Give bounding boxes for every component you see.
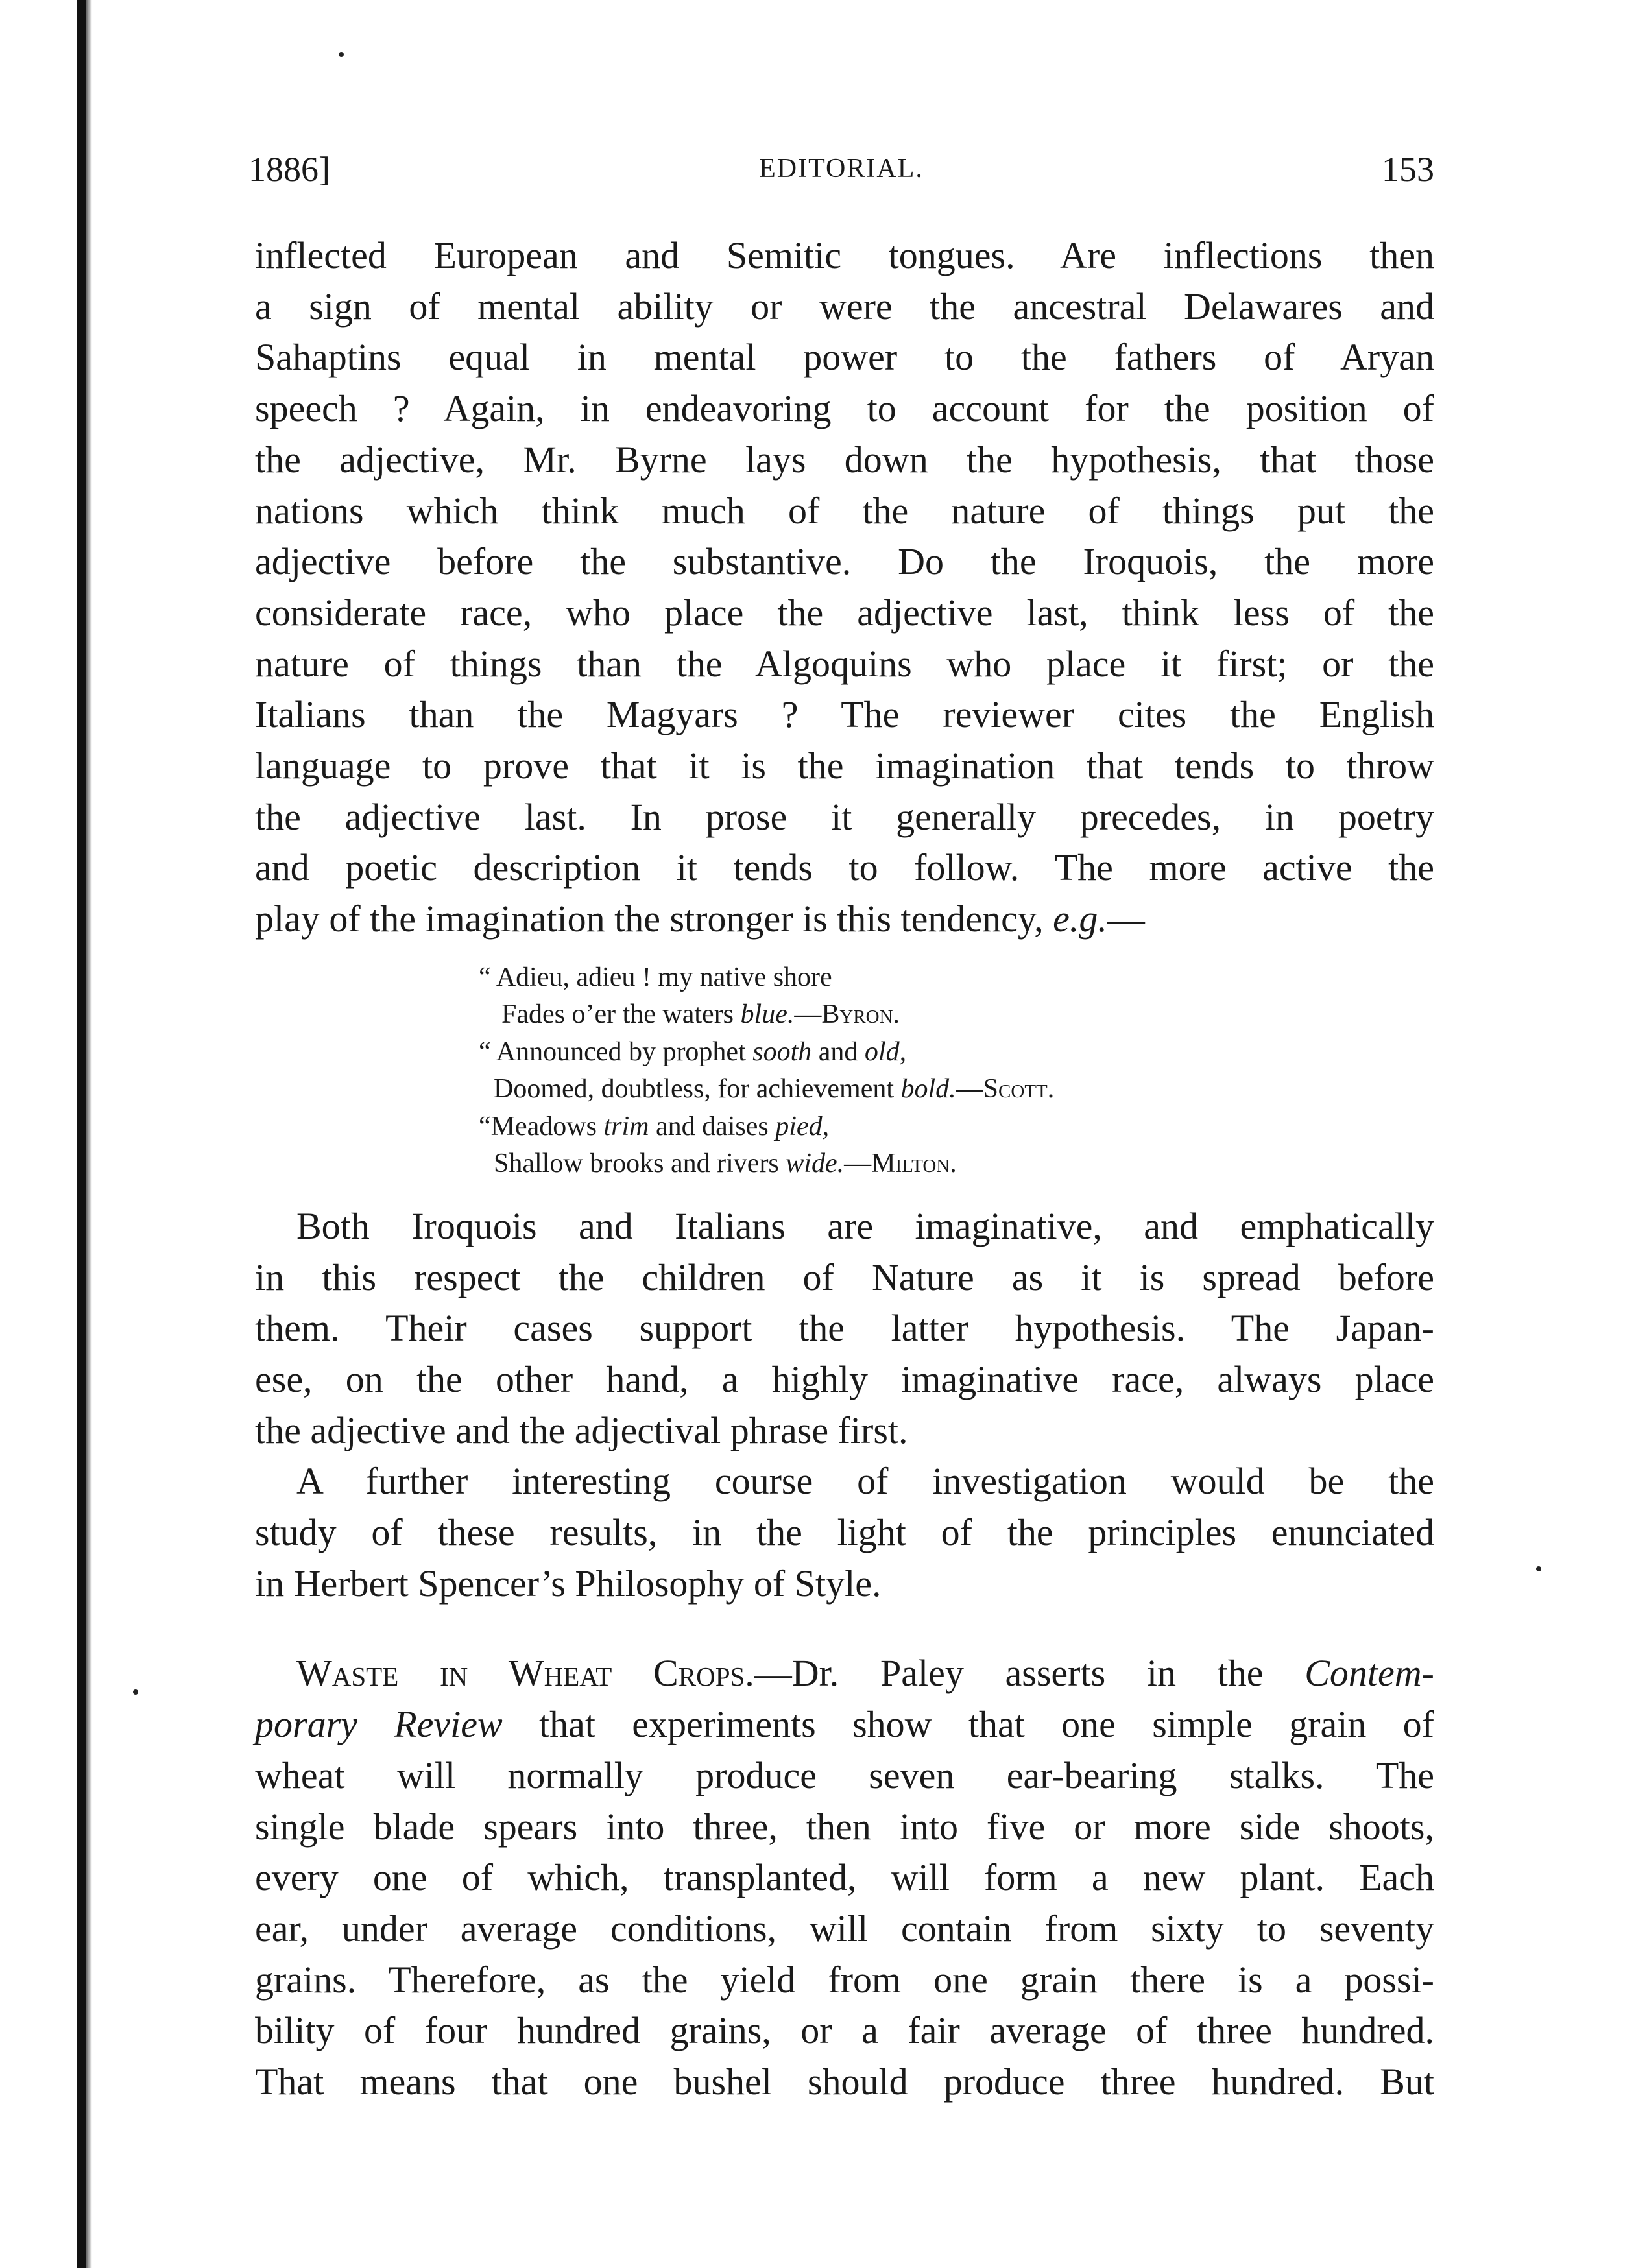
text-run: — (1107, 898, 1145, 940)
section-heading: Waste in Wheat Crops. (296, 1652, 754, 1695)
italic-word: blue. (740, 999, 795, 1030)
quote-scott-line-1 (255, 1034, 1434, 1071)
section-gap (255, 1609, 1434, 1648)
text-line: Both Iroquois and Italians are imaginative, and emphatically (296, 1204, 1434, 1247)
text-run: —Dr. Paley asserts in the (754, 1652, 1305, 1695)
text-run: Shallow brooks and rivers (494, 1149, 786, 1179)
text-line: in this respect the children of Nature as it is spread before (255, 1256, 1434, 1298)
text-run: Fades o’er the waters (501, 999, 741, 1030)
text-run: “ Announced by prophet (479, 1036, 753, 1067)
text-line: Italians than the Magyars ? The reviewer cites the English (255, 693, 1434, 736)
author-scott: Scott. (983, 1074, 1055, 1104)
article-text (255, 230, 1434, 2108)
text-run: — (844, 1149, 872, 1179)
text-line: ear, under average conditions, will contain from sixty to seventy (255, 1907, 1434, 1950)
print-speck (339, 52, 344, 57)
text-run: “Meadows (479, 1111, 604, 1141)
quote-milton-line-2 (255, 1145, 1434, 1183)
text-line: wheat will normally produce seven ear-bearing stalks. The (255, 1754, 1434, 1796)
paragraph-waste-in-wheat-crops (255, 1648, 1434, 2107)
quote-milton-line-1 (255, 1108, 1434, 1146)
paragraph-further-investigation (255, 1456, 1434, 1609)
text-line: Sahaptins equal in mental power to the fathers of Aryan (255, 336, 1434, 379)
text-line: ese, on the other hand, a highly imaginative race, always place (255, 1357, 1434, 1400)
text-line: a sign of mental ability or were the ancestral Delawares and (255, 285, 1434, 328)
text-line: and poetic description it tends to follow. The more active the (255, 846, 1434, 889)
paragraph-iroquois-italians (255, 1201, 1434, 1457)
text-line: the adjective and the adjectival phrase first. (255, 1409, 908, 1451)
text-line: inflected European and Semitic tongues. Are inflections then (255, 234, 1434, 276)
page-number: 153 (1382, 150, 1434, 189)
text-run: that experiments show that one simple grain of (502, 1703, 1435, 1746)
text-line (255, 1699, 1434, 1750)
italic-word: trim (603, 1111, 649, 1141)
text-line: bility of four hundred grains, or a fair average of three hundred. (255, 2009, 1434, 2052)
text-line: speech ? Again, in endeavoring to account for the position of (255, 387, 1434, 430)
italic-journal-title: porary Review (255, 1703, 503, 1746)
text-line: nations which think much of the nature of things put the (255, 489, 1434, 532)
text-line: adjective before the substantive. Do the Iroquois, the more (255, 540, 1434, 583)
text-run: and (811, 1036, 865, 1067)
text-line: study of these results, in the light of the principles enunciated (255, 1511, 1434, 1554)
author-milton: Milton. (871, 1149, 957, 1179)
quote-byron-line-1: “ Adieu, adieu ! my native shore (479, 962, 832, 992)
italic-word: wide. (786, 1149, 845, 1179)
page-binding-edge (77, 0, 86, 2268)
italic-word: old, (864, 1036, 907, 1067)
text-line: That means that one bushel should produce three hundred. But (255, 2060, 1434, 2103)
print-speck (133, 1689, 138, 1695)
text-line: them. Their cases support the latter hypothesis. The Japan- (255, 1307, 1434, 1350)
text-line: considerate race, who place the adjective last, think less of the (255, 591, 1434, 634)
paragraph-adjective-position (255, 230, 1434, 945)
running-head (248, 149, 1434, 201)
text-run: — (956, 1074, 983, 1104)
italic-word: sooth (752, 1036, 812, 1067)
italic-word: bold. (900, 1074, 956, 1104)
header-year: 1886] (248, 150, 330, 189)
text-run: Doomed, doubtless, for achievement (494, 1074, 901, 1104)
text-line (255, 1648, 1434, 1699)
page-binding-shadow (86, 0, 92, 2268)
text-line: the adjective last. In prose it generally precedes, in poetry (255, 795, 1434, 838)
italic-word: pied, (775, 1111, 830, 1141)
text-line: language to prove that it is the imagination that tends to throw (255, 745, 1434, 787)
text-run: and daises (649, 1111, 776, 1141)
text-line: every one of which, transplanted, will form a new plant. Each (255, 1856, 1434, 1899)
text-line: single blade spears into three, then into five or more side shoots, (255, 1805, 1434, 1848)
text-line: in Herbert Spencer’s Philosophy of Style. (255, 1562, 882, 1605)
text-line (255, 894, 1434, 945)
quote-byron-line-2 (255, 996, 1434, 1034)
text-line: A further interesting course of investigation would be the (296, 1460, 1434, 1503)
text-line: grains. Therefore, as the yield from one grain there is a possi- (255, 1958, 1434, 2001)
italic-eg: e.g. (1053, 898, 1107, 940)
author-byron: Byron. (821, 999, 900, 1030)
text-line: nature of things than the Algoquins who place it first; or the (255, 642, 1434, 685)
text-run: — (794, 999, 822, 1030)
italic-journal-title: Contem- (1304, 1652, 1434, 1695)
poetry-quotations (255, 959, 1434, 1183)
text-line: the adjective, Mr. Byrne lays down the hypothesis, that those (255, 438, 1434, 481)
header-title: EDITORIAL. (759, 154, 924, 184)
quote-scott-line-2 (255, 1071, 1434, 1108)
text-run: play of the imagination the stronger is this tendency, (255, 898, 1053, 940)
print-speck (1536, 1566, 1541, 1571)
